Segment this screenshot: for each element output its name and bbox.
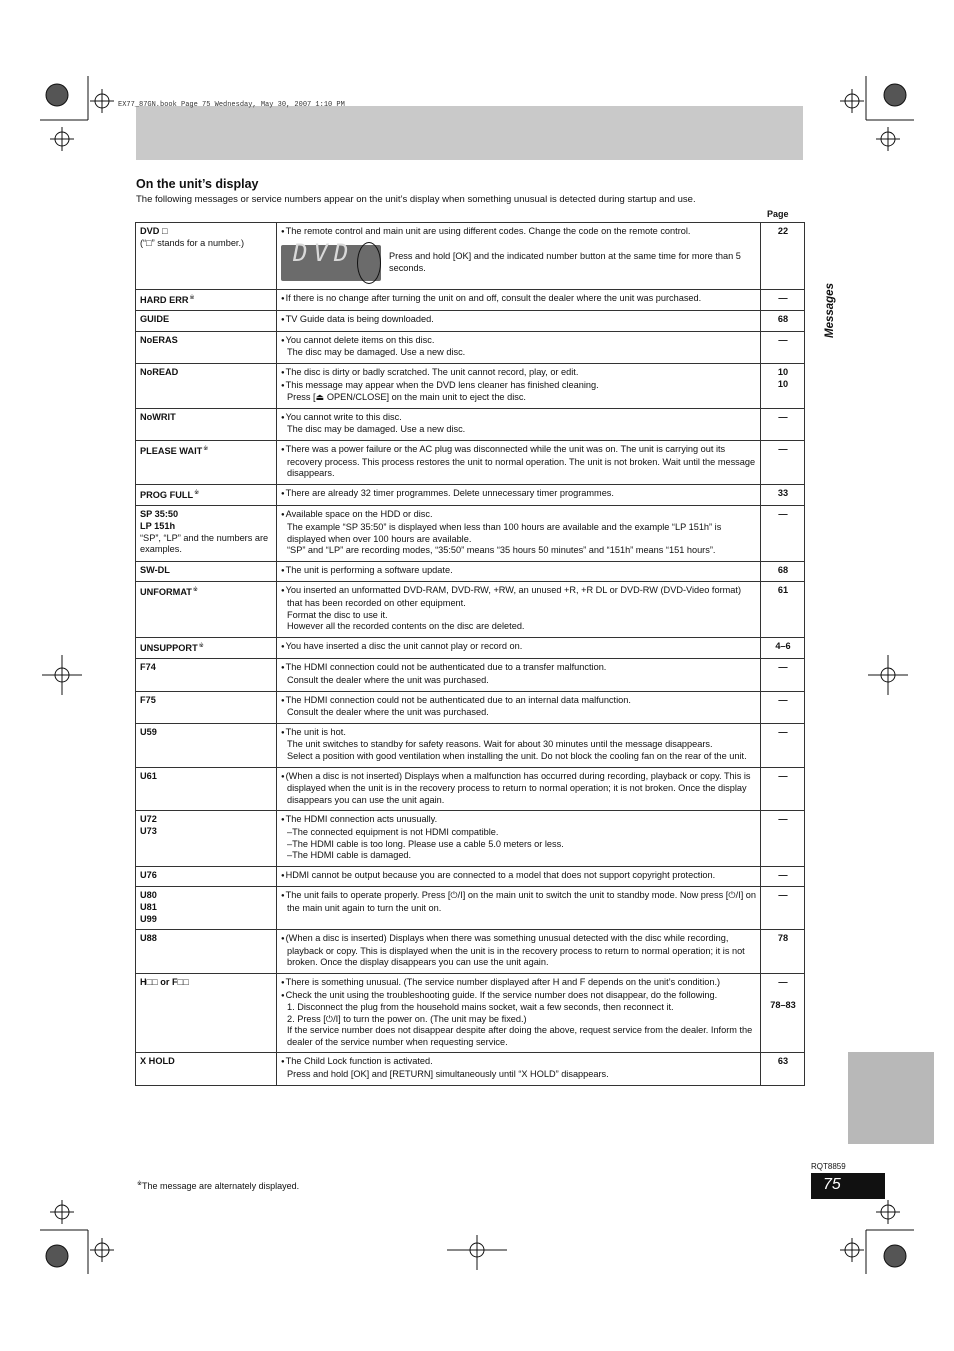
bullet-icon: ● xyxy=(281,697,285,704)
message-code-cell xyxy=(136,723,277,767)
bullet-item: ●The unit is hot. xyxy=(281,726,346,737)
bullet-icon: ● xyxy=(281,1059,285,1066)
message-description-cell xyxy=(277,408,761,440)
message-code-cell xyxy=(136,561,277,582)
message-code-cell xyxy=(136,408,277,440)
message-code: X HOLD xyxy=(140,1056,175,1067)
code-note: (“□” stands for a number.) xyxy=(140,237,245,248)
display-text: DVD xyxy=(293,238,355,267)
message-description-cell xyxy=(277,811,761,866)
alternating-mark: ※ xyxy=(194,489,200,496)
table-row xyxy=(136,331,805,363)
bullet-icon: ● xyxy=(281,567,285,574)
message-code-cell xyxy=(136,582,277,637)
table-row xyxy=(136,582,805,637)
bullet-item: ●You inserted an unformatted DVD-RAM, DVD-RW, +RW, an unused +R, +R DL or DVD-RW (DVD-Video format) that has been recorded on other equipment. xyxy=(281,585,741,608)
message-code: GUIDE xyxy=(140,314,170,325)
description-line: Press and hold [OK] and [RETURN] simultaneously until “X HOLD” disappears. xyxy=(287,1069,609,1080)
bullet-item: ●The disc is dirty or badly scratched. The unit cannot record, play, or edit. xyxy=(281,367,579,378)
message-code-cell xyxy=(136,930,277,974)
message-code: UNFORMAT※ xyxy=(140,587,198,598)
message-description-cell xyxy=(277,887,761,930)
bullet-item: ●If there is no change after turning the unit on and off, consult the dealer where the unit was purchased. xyxy=(281,292,702,303)
message-description-cell xyxy=(277,582,761,637)
message-description-cell xyxy=(277,637,761,659)
bullet-item: ●This message may appear when the DVD lens cleaner has finished cleaning. xyxy=(281,379,599,390)
bullet-item: ●You cannot delete items on this disc. xyxy=(281,334,435,345)
description-line: The unit switches to standby for safety reasons. Wait for about 30 minutes until the message disappears. xyxy=(287,739,713,750)
unit-display-image xyxy=(281,238,381,281)
description-line: The example “SP 35:50” is displayed when less than 100 hours are available and the example “LP 151h” is displayed when over 100 hours are available. xyxy=(287,522,722,544)
message-code-cell xyxy=(136,1053,277,1085)
message-code: U99 xyxy=(140,913,157,924)
bullet-icon: ● xyxy=(281,447,285,453)
page-reference: 22 xyxy=(777,226,789,236)
message-code: U73 xyxy=(140,825,157,836)
messages-table xyxy=(135,222,805,1086)
alternating-mark: ※ xyxy=(203,446,209,452)
message-code: U88 xyxy=(140,933,157,944)
message-description-cell xyxy=(277,311,761,332)
table-row xyxy=(136,637,805,659)
book-info: EX77_87GN.book Page 75 Wednesday, May 30, 2007 1:10 PM xyxy=(118,101,345,109)
alternating-mark: ※ xyxy=(198,642,204,649)
page-reference: — xyxy=(778,662,788,673)
message-code-cell xyxy=(136,973,277,1053)
bullet-item: ●(When a disc is not inserted) Displays when a malfunction has occurred during recording, playback or copy. This is displayed when the unit is in the recovery process to return to normal operation; it is not broken. Once the display disappears you can use the unit again. xyxy=(281,770,751,805)
bullet-icon: ● xyxy=(281,317,285,324)
table-row xyxy=(136,1053,805,1085)
page-reference-cell xyxy=(761,408,805,440)
message-code: HARD ERR※ xyxy=(140,294,195,305)
page-reference-cell xyxy=(761,441,805,485)
page-reference xyxy=(765,989,801,1001)
display-instruction: Press and hold [OK] and the indicated number button at the same time for more than 5 seconds. xyxy=(389,251,741,273)
bullet-icon: ● xyxy=(281,490,285,497)
table-row xyxy=(136,811,805,866)
page-reference-cell xyxy=(761,811,805,866)
message-description-cell xyxy=(277,331,761,363)
description-line: However all the recorded contents on the disc are deleted. xyxy=(287,621,525,632)
message-description-cell xyxy=(277,691,761,723)
message-code: F74 xyxy=(140,662,156,673)
table-row xyxy=(136,484,805,506)
bullet-item: ●The unit is performing a software update. xyxy=(281,564,453,575)
table-row xyxy=(136,561,805,582)
message-code-cell xyxy=(136,887,277,930)
page-reference: — xyxy=(778,334,788,345)
bullet-item: ●There is something unusual. (The service number displayed after H and F depends on the unit’s condition.) xyxy=(281,976,721,987)
message-description-cell xyxy=(277,973,761,1053)
bullet-icon: ● xyxy=(281,936,285,943)
message-description-cell xyxy=(277,506,761,561)
table-row xyxy=(136,767,805,811)
message-code: SW-DL xyxy=(140,564,170,575)
bullet-icon: ● xyxy=(281,295,285,302)
page-reference: — xyxy=(778,726,788,737)
page-reference-cell xyxy=(761,930,805,974)
table-row xyxy=(136,866,805,887)
page-reference: — xyxy=(778,444,788,454)
message-code: U81 xyxy=(140,901,157,912)
remote-code-display-illustration xyxy=(281,238,757,281)
message-description-cell xyxy=(277,484,761,506)
table-row xyxy=(136,930,805,974)
bullet-icon: ● xyxy=(281,729,285,736)
bullet-icon: ● xyxy=(281,992,285,999)
page-reference-cell xyxy=(761,484,805,506)
description-line: 1. Disconnect the plug from the household mains socket, wait a few seconds, then reconnect it. xyxy=(287,1002,674,1013)
table-row xyxy=(136,723,805,767)
message-code: H□□ or F□□ xyxy=(140,976,189,987)
bullet-icon: ● xyxy=(281,817,285,824)
footnote-mark: ※ xyxy=(137,1181,143,1187)
bullet-item: ●HDMI cannot be output because you are connected to a model that does not support copyright protection. xyxy=(281,869,716,880)
bullet-item: ●The remote control and main unit are using different codes. Change the code on the remote control. xyxy=(281,226,691,236)
description-line: “SP” and “LP” are recording modes, “35:50” means “35 hours 50 minutes” and “151h” means “151 hours”. xyxy=(287,545,716,556)
page-reference: — xyxy=(778,976,788,987)
message-code-cell xyxy=(136,289,277,311)
message-code: U72 xyxy=(140,814,157,825)
message-code-cell xyxy=(136,311,277,332)
page-reference: — xyxy=(778,869,788,880)
page-column-header: Page xyxy=(767,209,789,219)
page-reference-cell xyxy=(761,767,805,811)
table-row xyxy=(136,223,805,290)
bullet-icon: ● xyxy=(281,773,285,780)
description-line: Format the disc to use it. xyxy=(287,609,388,620)
description-line: Press [⏏ OPEN/CLOSE] on the main unit to eject the disc. xyxy=(287,392,526,403)
table-row xyxy=(136,441,805,485)
table-row xyxy=(136,289,805,311)
page-reference: 4–6 xyxy=(775,640,791,651)
message-description-cell xyxy=(277,561,761,582)
message-code: LP 151h xyxy=(140,521,176,532)
message-code-cell xyxy=(136,659,277,691)
page-reference-cell xyxy=(761,289,805,311)
number-highlight-ring xyxy=(357,242,381,284)
bullet-icon: ● xyxy=(281,665,285,672)
message-description-cell xyxy=(277,441,761,485)
page-reference-cell xyxy=(761,331,805,363)
message-code: U80 xyxy=(140,890,157,901)
bullet-item: ●Check the unit using the troubleshooting guide. If the service number does not disappear, do the following. xyxy=(281,989,718,1000)
message-code-cell xyxy=(136,866,277,887)
bullet-icon: ● xyxy=(281,893,285,900)
message-code: UNSUPPORT※ xyxy=(140,642,204,653)
page-reference: — xyxy=(778,770,788,781)
page-reference: 61 xyxy=(777,585,789,596)
description-line: The disc may be damaged. Use a new disc. xyxy=(287,347,466,358)
message-code: NoWRIT xyxy=(140,411,176,422)
message-code: PROG FULL※ xyxy=(140,489,200,500)
alternating-mark: ※ xyxy=(189,294,195,301)
message-code-cell xyxy=(136,364,277,409)
message-code-cell xyxy=(136,506,277,561)
page-reference: 78–83 xyxy=(770,1000,796,1011)
page-reference: 10 xyxy=(777,367,789,378)
bullet-item: ●TV Guide data is being downloaded. xyxy=(281,314,434,325)
page-reference: 68 xyxy=(777,564,789,575)
message-code: PLEASE WAIT※ xyxy=(140,446,209,457)
page-reference-cell xyxy=(761,561,805,582)
bullet-item: ●The HDMI connection could not be authenticated due to a transfer malfunction. xyxy=(281,662,607,673)
description-line: Consult the dealer where the unit was purchased. xyxy=(287,707,489,718)
bullet-item: ●The Child Lock function is activated. xyxy=(281,1056,433,1067)
message-code: U59 xyxy=(140,726,157,737)
header-bar xyxy=(136,106,803,160)
message-code-cell xyxy=(136,811,277,866)
bullet-icon: ● xyxy=(281,979,285,986)
bullet-icon: ● xyxy=(281,370,285,377)
bullet-item: ●The HDMI connection acts unusually. xyxy=(281,814,438,825)
message-description-cell xyxy=(277,723,761,767)
message-code: NoERAS xyxy=(140,334,178,345)
alternating-mark: ※ xyxy=(192,587,198,594)
bullet-icon: ● xyxy=(281,872,285,879)
message-code-cell xyxy=(136,767,277,811)
page-reference: 68 xyxy=(777,314,789,325)
description-line: Consult the dealer where the unit was purchased. xyxy=(287,675,489,686)
page-reference-cell xyxy=(761,887,805,930)
page-reference: — xyxy=(778,890,788,901)
message-code: F75 xyxy=(140,694,156,705)
page-reference: 63 xyxy=(777,1056,789,1067)
bullet-item: ●(When a disc is inserted) Displays when there was something unusual detected with the disc while recording, playback or copy. This is displayed when the unit is in the recovery process to return to normal operation; it is not broken. Once the display disappears you can use the unit again. xyxy=(281,933,745,968)
bullet-item: ●You cannot write to this disc. xyxy=(281,411,402,422)
bullet-item: ●The HDMI connection could not be authenticated due to an internal data malfunction. xyxy=(281,694,631,705)
intro-text: The following messages or service numbers appear on the unit’s display when something unusual is detected during startup and use. xyxy=(136,194,696,205)
bullet-item: ●The unit fails to operate properly. Press [⏻/I] on the main unit to switch the unit to standby mode. Now press [⏻/I] on the main unit again to turn the unit on. xyxy=(281,890,757,913)
bullet-icon: ● xyxy=(281,229,285,235)
message-code: NoREAD xyxy=(140,367,179,378)
message-code-cell xyxy=(136,441,277,485)
page-reference: — xyxy=(778,411,788,422)
message-code: DVD □ xyxy=(140,226,168,236)
message-code-cell xyxy=(136,484,277,506)
document-code: RQT8859 xyxy=(811,1162,846,1171)
message-code: U61 xyxy=(140,770,157,781)
table-row xyxy=(136,973,805,1053)
page-reference-cell xyxy=(761,311,805,332)
message-code-cell xyxy=(136,691,277,723)
description-line: –The connected equipment is not HDMI compatible. xyxy=(287,826,499,837)
bullet-icon: ● xyxy=(281,337,285,344)
bullet-icon: ● xyxy=(281,643,285,650)
message-code-cell xyxy=(136,637,277,659)
footnote-text: The message are alternately displayed. xyxy=(142,1181,300,1191)
bullet-icon: ● xyxy=(281,382,285,389)
side-section-label: Messages xyxy=(824,283,836,338)
description-line: Select a position with good ventilation when installing the unit. Do not block the cooling fan on the rear of the unit. xyxy=(287,751,747,761)
bullet-icon: ● xyxy=(281,588,285,595)
page-reference-cell xyxy=(761,723,805,767)
message-description-cell xyxy=(277,289,761,311)
bullet-item: ●You have inserted a disc the unit cannot play or record on. xyxy=(281,640,523,651)
description-line: If the service number does not disappear despite after doing the above, request service from the dealer. Inform the dealer of the service number when requesting service. xyxy=(287,1025,753,1047)
table-row xyxy=(136,364,805,409)
section-title: On the unit’s display xyxy=(136,177,259,191)
table-row xyxy=(136,311,805,332)
message-description-cell xyxy=(277,866,761,887)
table-row xyxy=(136,408,805,440)
table-row xyxy=(136,887,805,930)
page-number: 75 xyxy=(823,1176,841,1193)
page-reference: — xyxy=(778,292,788,303)
footnote xyxy=(136,1180,299,1191)
message-code: SP 35:50 xyxy=(140,509,179,520)
page-reference-cell xyxy=(761,637,805,659)
page-reference-cell xyxy=(761,223,805,290)
page-reference-cell xyxy=(761,1053,805,1085)
table-row xyxy=(136,659,805,691)
message-description-cell xyxy=(277,364,761,409)
table-row xyxy=(136,506,805,561)
message-description-cell xyxy=(277,1053,761,1085)
page-reference: — xyxy=(778,509,788,520)
description-line: 2. Press [⏻/I] to turn the power on. (The unit may be fixed.) xyxy=(287,1013,527,1024)
description-line: –The HDMI cable is too long. Please use a cable 5.0 meters or less. xyxy=(287,838,564,849)
message-description-cell xyxy=(277,223,761,290)
bullet-item: ●Available space on the HDD or disc. xyxy=(281,509,433,520)
page-reference-cell xyxy=(761,659,805,691)
section-tab xyxy=(848,1052,934,1144)
bullet-item: ●There was a power failure or the AC plug was disconnected while the unit was on. The unit is carrying out its recovery process. This process restores the unit to normal operation. The unit is not broken. Wait until the message disappears. xyxy=(281,444,756,479)
message-description-cell xyxy=(277,930,761,974)
page-reference: 33 xyxy=(777,487,789,498)
table-row xyxy=(136,691,805,723)
page-reference-cell xyxy=(761,691,805,723)
bullet-icon: ● xyxy=(281,414,285,421)
description-line: –The HDMI cable is damaged. xyxy=(287,850,412,861)
bullet-item: ●There are already 32 timer programmes. Delete unnecessary timer programmes. xyxy=(281,487,614,498)
page-reference-cell xyxy=(761,866,805,887)
bullet-icon: ● xyxy=(281,512,285,519)
page-reference-cell xyxy=(761,973,805,1053)
page-reference-cell xyxy=(761,582,805,637)
message-code-cell xyxy=(136,331,277,363)
message-description-cell xyxy=(277,659,761,691)
message-description-cell xyxy=(277,767,761,811)
page-reference: — xyxy=(778,694,788,705)
page-reference: — xyxy=(778,814,788,825)
message-code-cell xyxy=(136,223,277,290)
page-reference-cell xyxy=(761,506,805,561)
page-reference: 78 xyxy=(777,933,789,944)
page-reference: 10 xyxy=(777,378,789,389)
message-code: U76 xyxy=(140,869,157,880)
description-line: The disc may be damaged. Use a new disc. xyxy=(287,424,466,435)
page-reference-cell xyxy=(761,364,805,409)
code-note: “SP”, “LP” and the numbers are examples. xyxy=(140,532,269,555)
